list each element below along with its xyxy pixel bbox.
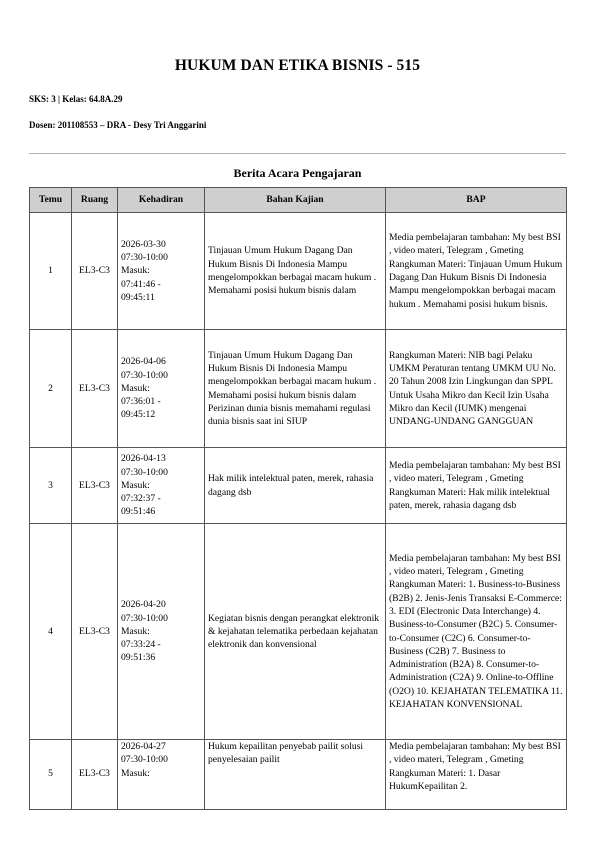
course-info xyxy=(29,94,123,104)
section-title: Berita Acara Pengajaran xyxy=(233,166,362,180)
study-material: Hak milik intelektual paten, merek, rahasia dagang dsb xyxy=(205,448,386,524)
study-material: Tinjauan Umum Hukum Dagang Dan Hukum Bisnis Di Indonesia Mampu mengelompokkan berbagai macam hukum . Memahami posisi hukum bisnis dalam xyxy=(205,213,386,330)
bap-notes: Media pembelajaran tambahan: My best BSI , video materi, Telegram , Gmeting Rangkuman Materi: 1. Business-to-Business (B2B) 2. Jenis-Jenis Transaksi E-Commerce: 3. EDI (Electronic Data Interchange) 4. Business-to-Consumer (B2C) 5. Consumer-to-Consumer (C2C) 6. Consumer-to-Business (C2B) 7. Business to Administration (B2A) 8. Consumer-to-Administration (C2A) 9. Online-to-Offline (O2O) 10. KEJAHATAN TELEMATIKA 11. KEJAHATAN KONVENSIONAL xyxy=(386,524,567,740)
study-material: Kegiatan bisnis dengan perangkat elektronik & kejahatan telematika perbedaan kejahatan elektronik dan konvensional xyxy=(205,524,386,740)
room: EL3-C3 xyxy=(72,524,118,740)
attendance: 2026-04-20 07:30-10:00 Masuk: 07:33:24 - 09:51:36 xyxy=(118,524,205,740)
table-row xyxy=(30,740,567,810)
column-header: Temu xyxy=(30,188,72,213)
lecturer-info-text: Dosen: 201108553 – DRA - Desy Tri Anggarini xyxy=(29,120,207,130)
attendance: 2026-03-30 07:30-10:00 Masuk: 07:41:46 - 09:45:11 xyxy=(118,213,205,330)
lecturer-info xyxy=(29,120,206,130)
bap-notes: Rangkuman Materi: NIB bagi Pelaku UMKM Peraturan tentang UMKM UU No. 20 Tahun 2008 Izin Lingkungan dan SPPL Untuk Usaha Mikro dan Kecil Izin Usaha Mikro dan Kecil (IUMK) mengenai UNDANG-UNDANG GANGGUAN xyxy=(386,330,567,448)
bap-notes: Media pembelajaran tambahan: My best BSI , video materi, Telegram , Gmeting Rangkuman Materi: Hak milik intelektual paten, merek, rahasia dagang dsb xyxy=(386,448,567,524)
course-info-text: SKS: 3 | Kelas: 64.8A.29 xyxy=(29,94,123,104)
attendance: 2026-04-13 07:30-10:00 Masuk: 07:32:37 - 09:51:46 xyxy=(118,448,205,524)
teaching-record-table xyxy=(29,187,567,810)
room: EL3-C3 xyxy=(72,740,118,810)
bap-notes: Media pembelajaran tambahan: My best BSI , video materi, Telegram , Gmeting Rangkuman Materi: 1. Dasar HukumKepailitan 2. xyxy=(386,740,567,810)
table-row xyxy=(30,330,567,448)
table-header-row xyxy=(30,188,567,213)
column-header: Ruang xyxy=(72,188,118,213)
divider xyxy=(29,153,566,154)
room: EL3-C3 xyxy=(72,213,118,330)
meeting-number: 5 xyxy=(30,740,72,810)
column-header: Bahan Kajian xyxy=(205,188,386,213)
study-material: Tinjauan Umum Hukum Dagang Dan Hukum Bisnis Di Indonesia Mampu mengelompokkan berbagai macam hukum . Memahami posisi hukum bisnis dalam Perizinan dunia bisnis memahami regulasi dunia bisnis saat ini SIUP xyxy=(205,330,386,448)
column-header: Kehadiran xyxy=(118,188,205,213)
room: EL3-C3 xyxy=(72,330,118,448)
table-row xyxy=(30,448,567,524)
table-row xyxy=(30,524,567,740)
attendance: 2026-04-06 07:30-10:00 Masuk: 07:36:01 - 09:45:12 xyxy=(118,330,205,448)
page-title: HUKUM DAN ETIKA BISNIS - 515 xyxy=(174,57,421,74)
meeting-number: 2 xyxy=(30,330,72,448)
room: EL3-C3 xyxy=(72,448,118,524)
meeting-number: 4 xyxy=(30,524,72,740)
column-header: BAP xyxy=(386,188,567,213)
bap-notes: Media pembelajaran tambahan: My best BSI , video materi, Telegram , Gmeting Rangkuman Materi: Tinjauan Umum Hukum Dagang Dan Hukum Bisnis Di Indonesia Mampu mengelompokkan berbagai macam hukum . Memahami posisi hukum bisnis. xyxy=(386,213,567,330)
table-row xyxy=(30,213,567,330)
study-material: Hukum kepailitan penyebab pailit solusi penyelesaian pailit xyxy=(205,740,386,810)
meeting-number: 3 xyxy=(30,448,72,524)
attendance: 2026-04-27 07:30-10:00 Masuk: xyxy=(118,740,205,810)
meeting-number: 1 xyxy=(30,213,72,330)
